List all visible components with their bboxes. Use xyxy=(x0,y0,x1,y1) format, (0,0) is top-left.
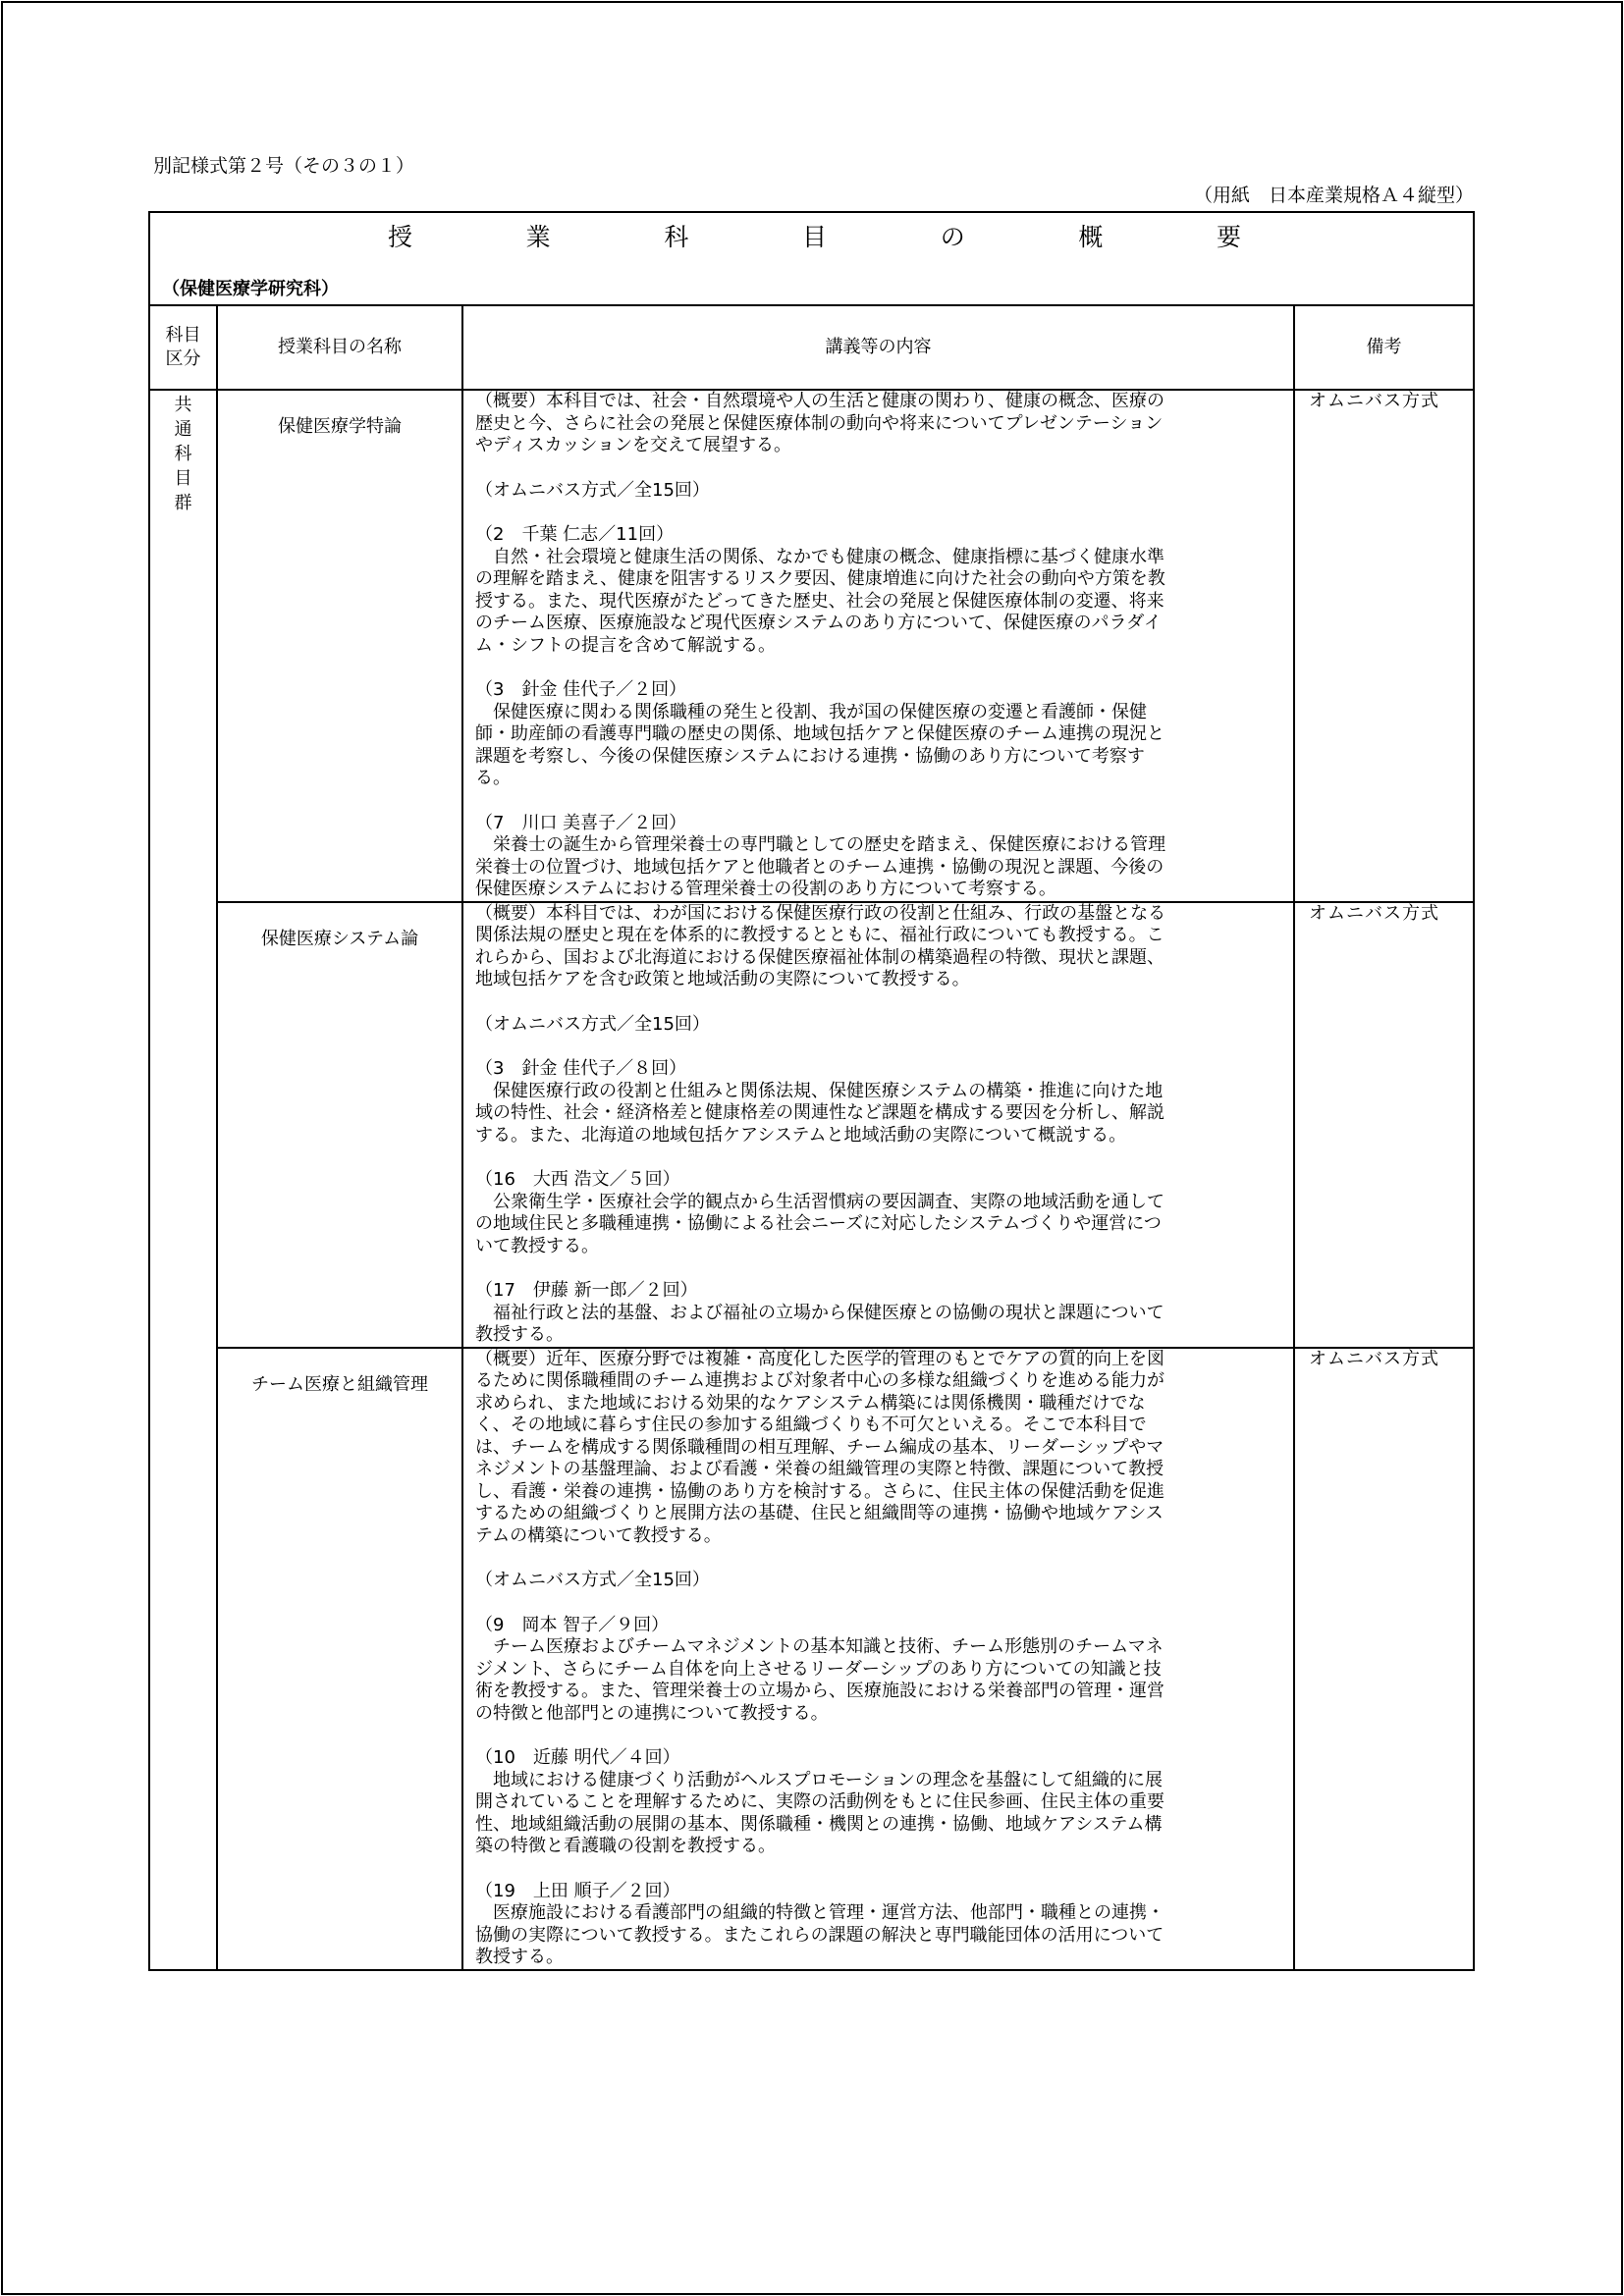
paragraph-gap xyxy=(475,1257,1287,1280)
category-group-label: 共 通 科 目 群 xyxy=(174,395,192,513)
paragraph-gap xyxy=(475,1592,1287,1615)
content-line: の特徴と他部門との連携について教授する。 xyxy=(475,1702,829,1724)
paragraph-gap xyxy=(475,1547,1287,1570)
content-line: の理解を踏まえ、健康を阻害するリスク要因、健康増進に向けた社会の動向や方策を教 xyxy=(475,568,1165,589)
course-name: チーム医療と組織管理 xyxy=(217,1348,462,1970)
content-line: （17 伊藤 新一郎／２回） xyxy=(475,1280,698,1301)
content-line: 性、地域組織活動の展開の基本、関係職種・機関との連携・協働、地域ケアシステム構 xyxy=(475,1813,1163,1835)
content-line: （概要）本科目では、社会・自然環境や人の生活と健康の関わり、健康の概念、医療の xyxy=(475,391,1164,411)
content-line: やディスカッションを交えて展望する。 xyxy=(475,435,792,455)
content-line: の地域住民と多職種連携・協働による社会ニーズに対応したシステムづくりや運営につ xyxy=(475,1213,1162,1234)
title-char: の xyxy=(940,223,965,251)
title-char: 概 xyxy=(1078,223,1104,251)
course-name: 保健医療システム論 xyxy=(217,902,462,1348)
content-line: （概要）本科目では、わが国における保健医療行政の役割と仕組み、行政の基盤となる xyxy=(475,902,1166,924)
content-line: く、その地域に暮らす住民の参加する組織づくりも不可欠といえる。そこで本科目で xyxy=(475,1415,1147,1435)
course-content xyxy=(462,390,1294,902)
title-row xyxy=(149,212,1474,305)
content-line: 関係法規の歴史と現在を体系的に教授するとともに、福祉行政についても教授する。こ xyxy=(475,925,1164,945)
content-line: （7 川口 美喜子／２回） xyxy=(475,812,687,833)
content-line: （オムニバス方式／全15回） xyxy=(475,479,710,501)
content-line: 課題を考察し、今後の保健医療システムにおける連携・協働のあり方について考察す xyxy=(475,745,1145,767)
content-line: する。また、北海道の地域包括ケアシステムと地域活動の実際について概説する。 xyxy=(475,1124,1127,1146)
course-row xyxy=(149,902,1474,1348)
content-line: （2 千葉 仁志／11回） xyxy=(475,524,675,545)
title-char: 科 xyxy=(664,223,689,251)
content-line: 築の特徴と看護職の役割を教授する。 xyxy=(475,1836,776,1856)
content-line: のチーム医療、医療施設など現代医療システムのあり方について、保健医療のパラダイ xyxy=(475,613,1162,633)
course-content xyxy=(462,1348,1294,1970)
column-header-remarks: 備考 xyxy=(1294,305,1474,390)
content-line: れらから、国および北海道における保健医療福祉体制の構築過程の特徴、現状と課題、 xyxy=(475,946,1164,968)
content-line: 地域包括ケアを含む政策と地域活動の実際について教授する。 xyxy=(475,969,970,989)
content-line: （オムニバス方式／全15回） xyxy=(475,1013,710,1035)
content-line: ム・シフトの提言を含めて解説する。 xyxy=(475,634,776,656)
content-line: るために関係職種間のチーム連携および対象者中心の多様な組織づくりを進める能力が xyxy=(475,1370,1164,1391)
content-line: （16 大西 浩文／５回） xyxy=(475,1169,680,1190)
column-header-content: 講義等の内容 xyxy=(462,305,1294,390)
document-title xyxy=(150,213,1473,249)
content-line: ジメント、さらにチーム自体を向上させるリーダーシップのあり方についての知識と技 xyxy=(475,1658,1162,1680)
content-line: 求められ、また地域における効果的なケアシステム構築には関係機関・職種だけでな xyxy=(475,1392,1146,1414)
course-name: 保健医療学特論 xyxy=(217,390,462,902)
paragraph-gap xyxy=(475,1858,1287,1881)
paragraph-gap xyxy=(475,1036,1287,1058)
content-line: 栄養士の位置づけ、地域包括ケアと他職者とのチーム連携・協働の現況と課題、今後の xyxy=(475,856,1164,878)
course-row xyxy=(149,390,1474,902)
content-line: 福祉行政と法的基盤、および福祉の立場から保健医療との協働の現状と課題について xyxy=(475,1302,1164,1323)
category-cell xyxy=(149,390,217,1970)
content-line: は、チームを構成する関係職種間の相互理解、チーム編成の基本、リーダーシップやマ xyxy=(475,1436,1164,1458)
content-line: 教授する。 xyxy=(475,1324,564,1345)
content-line: 保健医療行政の役割と仕組みと関係法規、保健医療システムの構築・推進に向けた地 xyxy=(475,1080,1164,1101)
course-content xyxy=(462,902,1294,1348)
content-line: （10 近藤 明代／４回） xyxy=(475,1747,680,1768)
title-char: 目 xyxy=(802,223,828,251)
content-line: 術を教授する。また、管理栄養士の立場から、医療施設における栄養部門の管理・運営 xyxy=(475,1681,1164,1701)
content-line: し、看護・栄養の連携・協働のあり方を検討する。さらに、住民主体の保健活動を促進 xyxy=(475,1480,1164,1502)
content-line: テムの構築について教授する。 xyxy=(475,1524,722,1546)
paper-size-note: （用紙 日本産業規格Ａ４縦型） xyxy=(1193,185,1474,206)
department-label: （保健医療学研究科） xyxy=(162,278,339,299)
content-line: 師・助産師の看護専門職の歴史の関係、地域包括ケアと保健医療のチーム連携の現況と xyxy=(475,723,1164,744)
course-remarks: オムニバス方式 xyxy=(1294,902,1474,1348)
content-line: 域の特性、社会・経済格差と健康格差の関連性など課題を構成する要因を分析し、解説 xyxy=(475,1102,1164,1123)
course-remarks: オムニバス方式 xyxy=(1294,390,1474,902)
content-line: 開されていることを理解するために、実際の活動例をもとに住民参画、住民主体の重要 xyxy=(475,1791,1164,1812)
title-char: 授 xyxy=(388,223,413,251)
paragraph-gap xyxy=(475,1725,1287,1747)
column-header-course-name: 授業科目の名称 xyxy=(217,305,462,390)
content-line: 教授する。 xyxy=(475,1947,564,1967)
paragraph-gap xyxy=(475,790,1287,813)
form-number: 別記様式第２号（その３の１） xyxy=(153,155,415,177)
header-row xyxy=(149,305,1474,390)
content-line: （3 針金 佳代子／８回） xyxy=(475,1058,687,1079)
title-char: 業 xyxy=(525,223,551,251)
content-line: （19 上田 順子／２回） xyxy=(475,1880,680,1901)
content-line: チーム医療およびチームマネジメントの基本知識と技術、チーム形態別のチームマネ xyxy=(475,1636,1164,1657)
course-remarks: オムニバス方式 xyxy=(1294,1348,1474,1970)
content-line: いて教授する。 xyxy=(475,1235,599,1256)
paragraph-gap xyxy=(475,1147,1287,1169)
content-line: （9 岡本 智子／９回） xyxy=(475,1614,670,1635)
content-line: 栄養士の誕生から管理栄養士の専門職としての歴史を踏まえ、保健医療における管理 xyxy=(475,834,1166,855)
content-line: （オムニバス方式／全15回） xyxy=(475,1570,710,1590)
content-line: 公衆衛生学・医療社会学的観点から生活習慣病の要因調査、実際の地域活動を通して xyxy=(475,1191,1164,1212)
content-line: するための組織づくりと展開方法の基礎、住民と組織間等の連携・協働や地域ケアシス xyxy=(475,1503,1164,1523)
content-line: ネジメントの基盤理論、および看護・栄養の組織管理の実際と特徴、課題について教授 xyxy=(475,1459,1164,1479)
column-header-category: 科目 区分 xyxy=(149,305,217,390)
paragraph-gap xyxy=(475,502,1287,524)
content-line: 医療施設における看護部門の組織的特徴と管理・運営方法、他部門・職種との連携・ xyxy=(475,1902,1164,1923)
content-line: 協働の実際について教授する。またこれらの課題の解決と専門職能団体の活用について xyxy=(475,1924,1164,1946)
paragraph-gap xyxy=(475,457,1287,480)
title-char: 要 xyxy=(1217,223,1242,251)
paragraph-gap xyxy=(475,657,1287,679)
content-line: （3 針金 佳代子／２回） xyxy=(475,679,687,700)
paragraph-gap xyxy=(475,991,1287,1014)
content-line: 保健医療システムにおける管理栄養士の役割のあり方について考察する。 xyxy=(475,879,1056,899)
content-line: 授する。また、現代医療がたどってきた歴史、社会の発展と保健医療体制の変遷、将来 xyxy=(475,590,1164,612)
content-line: （概要）近年、医療分野では複雑・高度化した医学的管理のもとでケアの質的向上を図 xyxy=(475,1348,1164,1369)
content-line: 保健医療に関わる関係職種の発生と役割、我が国の保健医療の変遷と看護師・保健 xyxy=(475,701,1147,722)
course-overview-table xyxy=(148,211,1475,1971)
course-row xyxy=(149,1348,1474,1970)
content-line: 歴史と今、さらに社会の発展と保健医療体制の動向や将来についてプレゼンテーション xyxy=(475,412,1164,434)
content-line: 自然・社会環境と健康生活の関係、なかでも健康の概念、健康指標に基づく健康水準 xyxy=(475,546,1164,567)
content-line: 地域における健康づくり活動がヘルスプロモーションの理念を基盤にして組織的に展 xyxy=(475,1769,1164,1790)
content-line: る。 xyxy=(475,768,511,788)
